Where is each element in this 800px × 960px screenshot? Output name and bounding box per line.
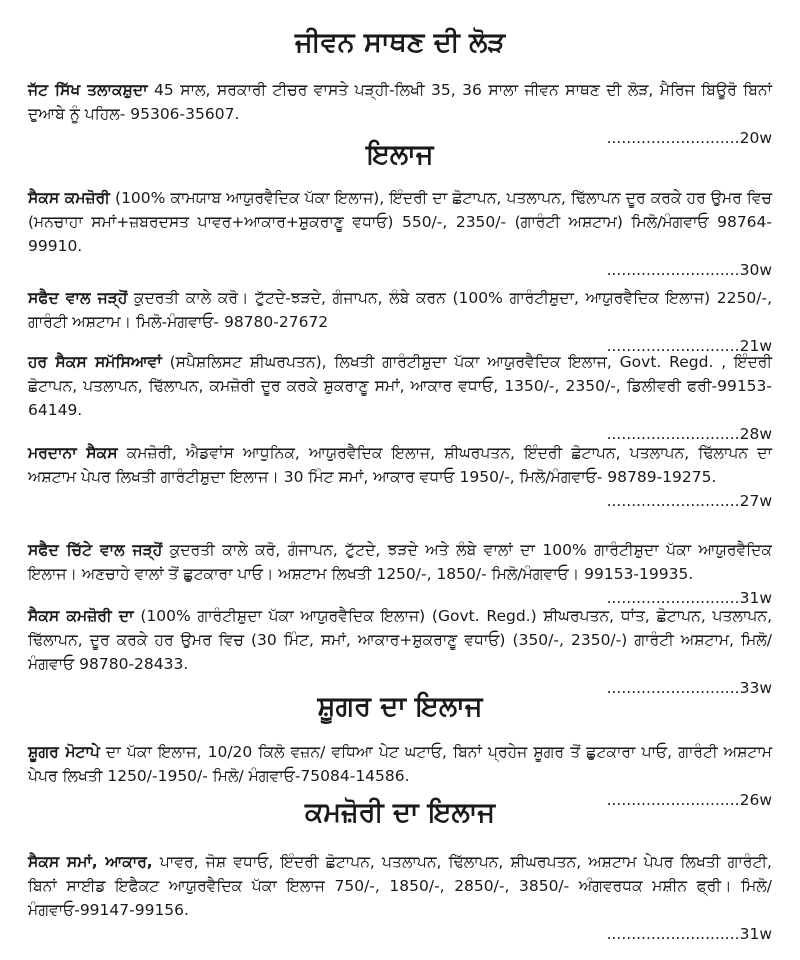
classified-ad — [28, 286, 773, 355]
ad-body: (100% ਕਾਮਯਾਬ ਆਯੁਰਵੈਦਿਕ ਪੱਕਾ ਇਲਾਜ), ਇੰਦਰੀ ਦਾ ਛੋਟਾਪਨ, ਪਤਲਾਪਨ, ਢਿੱਲਾਪਨ ਦੂਰ ਕਰਕੇ ਹਰ ਉਮਰ ਵਿਚ (ਮਨਚਾਹਾ ਸਮਾਂ+ਜ਼ਬਰਦਸਤ ਪਾਵਰ+ਆਕਾਰ+ਸ਼ੁਕਰਾਣੂ ਵਧਾਓ) 550/-, 2350/- (ਗਾਰੰਟੀ ਅਸ਼ਟਾਮ) ਮਿਲੋ/ਮੰਗਵਾਓ 98764-99910. — [28, 189, 773, 255]
classified-ad — [28, 350, 772, 443]
ad-body: ਕੁਦਰਤੀ ਕਾਲੇ ਕਰੋ, ਗੰਜਾਪਨ, ਟੁੱਟਦੇ, ਝੜਦੇ ਅਤੇ ਲੰਬੇ ਵਾਲਾਂ ਦਾ 100% ਗਾਰੰਟੀਸ਼ੁਦਾ ਪੱਕਾ ਆਯੁਰਵੈਦਿਕ ਇਲਾਜ। ਅਣਚਾਹੇ ਵਾਲਾਂ ਤੋਂ ਛੁਟਕਾਰਾ ਪਾਓ। ਅਸ਼ਟਾਮ ਲਿਖਤੀ 1250/-, 1850/- ਮਿਲੋ/ਮੰਗਵਾਓ। 99153-19935. — [28, 541, 772, 583]
classified-ad — [28, 441, 772, 515]
classified-ad — [28, 740, 772, 809]
ad-lead: ਸੈਕਸ ਕਮਜ਼ੋਰੀ ਦਾ — [28, 607, 134, 625]
ad-code: ...........................30w — [606, 261, 772, 279]
ad-code: ...........................33w — [606, 679, 772, 697]
section-heading-sugar: ਸ਼ੂਗਰ ਦਾ ਇਲਾਜ — [317, 691, 483, 722]
ad-body: (100% ਗਾਰੰਟੀਸ਼ੁਦਾ ਪੱਕਾ ਆਯੁਰਵੈਦਿਕ ਇਲਾਜ) (Govt. Regd.) ਸ਼ੀਘਰਪਤਨ, ਧਾਂਤ, ਛੋਟਾਪਨ, ਪਤਲਾਪਨ, ਢਿੱਲਾਪਨ, ਦੂਰ ਕਰਕੇ ਹਰ ਉਮਰ ਵਿਚ (30 ਮਿੰਟ, ਸਮਾਂ, ਆਕਾਰ+ਸ਼ੁਕਰਾਣੂ ਵਧਾਓ) (350/-, 2350/-) ਗਾਰੰਟੀ ਅਸ਼ਟਾਮ, ਮਿਲੋ/ਮੰਗਵਾਓ 98780-28433. — [28, 607, 772, 673]
section-heading-treatment: ਇਲਾਜ — [366, 139, 434, 170]
classified-ad — [28, 78, 772, 147]
ad-code: ...........................31w — [606, 925, 772, 943]
classified-ad — [28, 850, 772, 943]
classified-ad — [28, 186, 773, 279]
ad-lead: ਸੈਕਸ ਸਮਾਂ, ਆਕਾਰ, — [28, 853, 153, 871]
ad-lead: ਮਰਦਾਨਾ ਸੈਕਸ — [28, 444, 118, 462]
ad-lead: ਸਫੈਦ ਵਾਲ ਜੜ੍ਹੋਂ — [28, 289, 128, 307]
ad-body: 45 ਸਾਲ, ਸਰਕਾਰੀ ਟੀਚਰ ਵਾਸਤੇ ਪੜ੍ਹੀ-ਲਿਖੀ 35, 36 ਸਾਲਾ ਜੀਵਨ ਸਾਥਣ ਦੀ ਲੋੜ, ਮੈਰਿਜ ਬਿਊਰੋ ਬਿਨਾਂ ਦੁਆਬੇ ਨੂੰ ਪਹਿਲ- 95306-35607. — [28, 81, 772, 123]
section-heading-weakness: ਕਮਜ਼ੋਰੀ ਦਾ ਇਲਾਜ — [304, 797, 496, 828]
classified-ad — [28, 538, 772, 607]
ad-code: ...........................26w — [606, 791, 772, 809]
ad-code: ...........................27w — [606, 492, 772, 510]
ad-lead: ਸ਼ੂਗਰ ਮੋਟਾਪੇ — [28, 743, 100, 761]
ad-lead: ਸਫੈਦ ਚਿੱਟੇ ਵਾਲ ਜੜ੍ਹੋਂ — [28, 541, 163, 559]
ad-lead: ਹਰ ਸੈਕਸ ਸਮੱਸਿਆਵਾਂ — [28, 353, 162, 371]
ad-body: ਕਮਜ਼ੋਰੀ, ਐਡਵਾਂਸ ਆਧੁਨਿਕ, ਆਯੁਰਵੈਦਿਕ ਇਲਾਜ, ਸ਼ੀਘਰਪਤਨ, ਇੰਦਰੀ ਛੋਟਾਪਨ, ਪਤਲਾਪਨ, ਢਿੱਲਾਪਨ ਦਾ ਅਸ਼ਟਾਮ ਪੇਪਰ ਲਿਖਤੀ ਗਾਰੰਟੀਸ਼ੁਦਾ ਇਲਾਜ। 30 ਮਿੰਟ ਸਮਾਂ, ਆਕਾਰ ਵਧਾਓ 1950/-, ਮਿਲੋ/ਮੰਗਵਾਓ- 98789-19275. — [28, 444, 772, 486]
ad-lead: ਸੈਕਸ ਕਮਜ਼ੋਰੀ — [28, 189, 110, 207]
ad-body: ਪਾਵਰ, ਜੋਸ਼ ਵਧਾਓ, ਇੰਦਰੀ ਛੋਟਾਪਨ, ਪਤਲਾਪਨ, ਢਿੱਲਾਪਨ, ਸ਼ੀਘਰਪਤਨ, ਅਸ਼ਟਾਮ ਪੇਪਰ ਲਿਖਤੀ ਗਾਰੰਟੀ, ਬਿਨਾਂ ਸਾਈਡ ਇਫੈਕਟ ਆਯੁਰਵੈਦਿਕ ਪੱਕਾ ਇਲਾਜ 750/-, 1850/-, 2850/-, 3850/- ਅੰਗਵਰਧਕ ਮਸ਼ੀਨ ਫ੍ਰੀ। ਮਿਲੋ/ਮੰਗਵਾਓ-99147-99156. — [28, 853, 772, 919]
ad-code: ...........................21w — [606, 337, 772, 355]
classified-ad — [28, 604, 772, 697]
ad-code: ...........................31w — [606, 589, 772, 607]
ad-body: ਕੁਦਰਤੀ ਕਾਲੇ ਕਰੋ। ਟੁੱਟਦੇ-ਝੜਦੇ, ਗੰਜਾਪਨ, ਲੰਬੇ ਕਰਨ (100% ਗਾਰੰਟੀਸ਼ੁਦਾ, ਆਯੁਰਵੈਦਿਕ ਇਲਾਜ) 2250/-, ਗਾਰੰਟੀ ਅਸ਼ਟਾਮ। ਮਿਲੋ-ਮੰਗਵਾਓ- 98780-27672 — [28, 289, 773, 331]
ad-code: ...........................20w — [606, 129, 772, 147]
ad-body: ਦਾ ਪੱਕਾ ਇਲਾਜ, 10/20 ਕਿਲੋ ਵਜ਼ਨ/ ਵਧਿਆ ਪੇਟ ਘਟਾਓ, ਬਿਨਾਂ ਪ੍ਰਹੇਜ ਸ਼ੂਗਰ ਤੋਂ ਛੁਟਕਾਰਾ ਪਾਓ, ਗਾਰੰਟੀ ਅਸ਼ਟਾਮ ਪੇਪਰ ਲਿਖਤੀ 1250/-1950/- ਮਿਲੋ/ ਮੰਗਵਾਓ-75084-14586. — [28, 743, 772, 785]
ad-body: (ਸਪੈਸ਼ਲਿਸਟ ਸ਼ੀਘਰਪਤਨ), ਲਿਖਤੀ ਗਾਰੰਟੀਸ਼ੁਦਾ ਪੱਕਾ ਆਯੁਰਵੈਦਿਕ ਇਲਾਜ, Govt. Regd. , ਇੰਦਰੀ ਛੋਟਾਪਨ, ਪਤਲਾਪਨ, ਢਿੱਲਾਪਨ, ਕਮਜ਼ੋਰੀ ਦੂਰ ਕਰਕੇ ਸ਼ੁਕਰਾਣੂ ਸਮਾਂ, ਆਕਾਰ ਵਧਾਓ, 1350/-, 2350/-, ਡਿਲੀਵਰੀ ਫਰੀ-99153-64149. — [28, 353, 772, 419]
section-heading-life-partner: ਜੀਵਨ ਸਾਥਣ ਦੀ ਲੋੜ — [294, 27, 506, 58]
ad-lead: ਜੱਟ ਸਿੱਖ ਤਲਾਕਸ਼ੁਦਾ — [28, 81, 148, 99]
ad-code: ...........................28w — [606, 425, 772, 443]
